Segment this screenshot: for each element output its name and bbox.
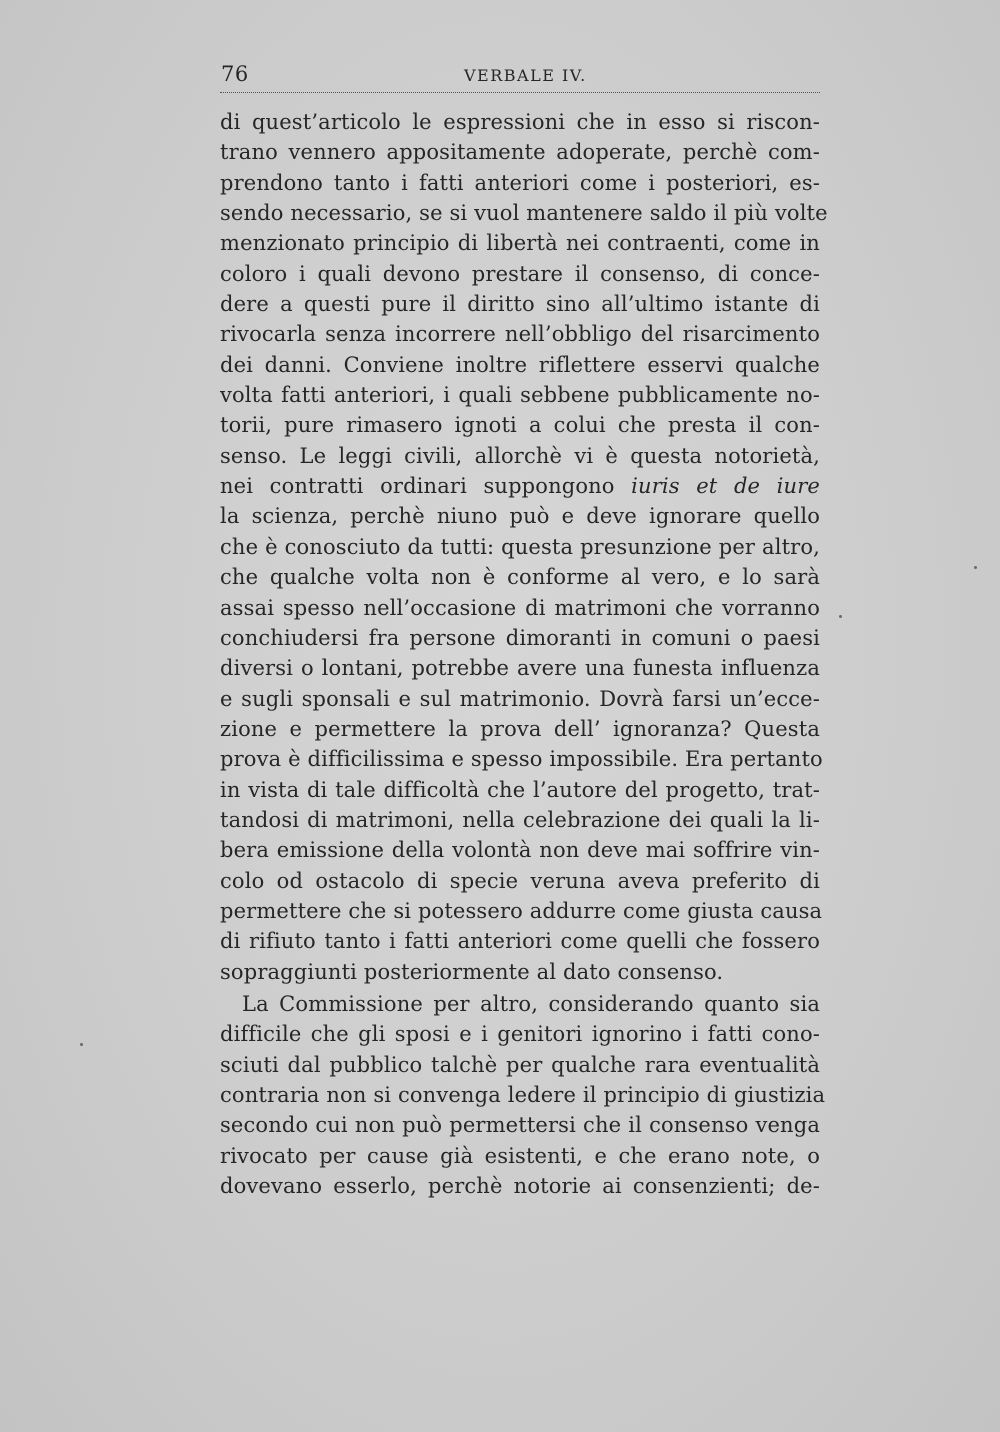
text-line: colo od ostacolo di specie veruna aveva preferito di [220,868,820,893]
running-head: VERBALE IV. [464,66,587,85]
text-line: conchiudersi fra persone dimoranti in comuni o paesi [220,625,820,650]
print-speck [80,1043,83,1046]
text-line: che è conosciuto da tutti: questa presunzione per altro, [220,534,820,559]
text-line: sopraggiunti posteriormente al dato consenso. [220,959,724,984]
text-line: che qualche volta non è conforme al vero, e lo sarà [220,565,820,590]
text-line: contraria non si convenga ledere il principio di giustizia [220,1083,826,1107]
paragraph [220,989,826,1201]
page-number: 76 [221,62,249,86]
latin-phrase: iuris et de iure [631,474,820,499]
text-line: la scienza, perchè niuno può e deve ignorare quello [220,504,820,529]
text-line: difficile che gli sposi e i genitori ignorino i fatti cono- [220,1022,820,1047]
paragraph [220,107,828,987]
text-line: tandosi di matrimoni, nella celebrazione dei quali la li- [220,807,820,832]
text-line: assai spesso nell’occasione di matrimoni che vorranno [220,595,820,620]
text-line: sendo necessario, se si vuol mantenere saldo il più volte [220,201,828,226]
header-rule [220,92,820,93]
text-line: menzionato principio di libertà nei contraenti, come in [220,231,820,256]
text-line: dere a questi pure il diritto sino all’ultimo istante di [220,292,820,317]
text-line: bera emissione della volontà non deve mai soffrire vin- [220,838,820,863]
text-line: senso. Le leggi civili, allorchè vi è questa notorietà, [220,443,820,468]
print-speck [839,615,842,618]
text-line: dovevano esserlo, perchè notorie ai consenzienti; de- [220,1174,820,1199]
text-line: coloro i quali devono prestare il consenso, di conce- [220,261,820,286]
text-line: diversi o lontani, potrebbe avere una funesta influenza [220,656,820,681]
text-line: in vista di tale difficoltà che l’autore del progetto, trat- [220,777,820,802]
text-line: permettere che si potessero addurre come giusta causa [220,898,823,923]
text-line: torii, pure rimasero ignoti a colui che presta il con- [220,413,820,438]
text-line: secondo cui non può permettersi che il consenso venga [220,1113,820,1138]
text-line: trano vennero appositamente adoperate, perchè com- [220,140,820,165]
text-line: e sugli sponsali e sul matrimonio. Dovrà farsi un’ecce- [220,686,820,711]
print-speck [974,566,977,569]
text-line: di rifiuto tanto i fatti anteriori come quelli che fossero [220,929,820,954]
text-line: di quest’articolo le espressioni che in esso si riscon- [220,110,820,134]
text-line: dei danni. Conviene inoltre riflettere esservi qualche [220,352,820,377]
page-header [220,62,820,92]
text-line: nei contratti ordinari suppongono iuris et de iure [220,474,820,499]
text-line: sciuti dal pubblico talchè per qualche rara eventualità [220,1052,820,1077]
text-line: rivocarla senza incorrere nell’obbligo del risarcimento [220,322,820,347]
text-line: volta fatti anteriori, i quali sebbene pubblicamente no- [220,383,820,408]
text-line: La Commissione per altro, considerando quanto sia [242,991,820,1016]
text-line: prova è difficilissima e spesso impossibile. Era pertanto [220,747,823,772]
text-line: prendono tanto i fatti anteriori come i posteriori, es- [220,170,820,195]
body-text [220,107,828,1201]
text-line: zione e permettere la prova dell’ ignoranza? Questa [220,716,820,741]
text-line: rivocato per cause già esistenti, e che erano note, o [220,1143,820,1168]
